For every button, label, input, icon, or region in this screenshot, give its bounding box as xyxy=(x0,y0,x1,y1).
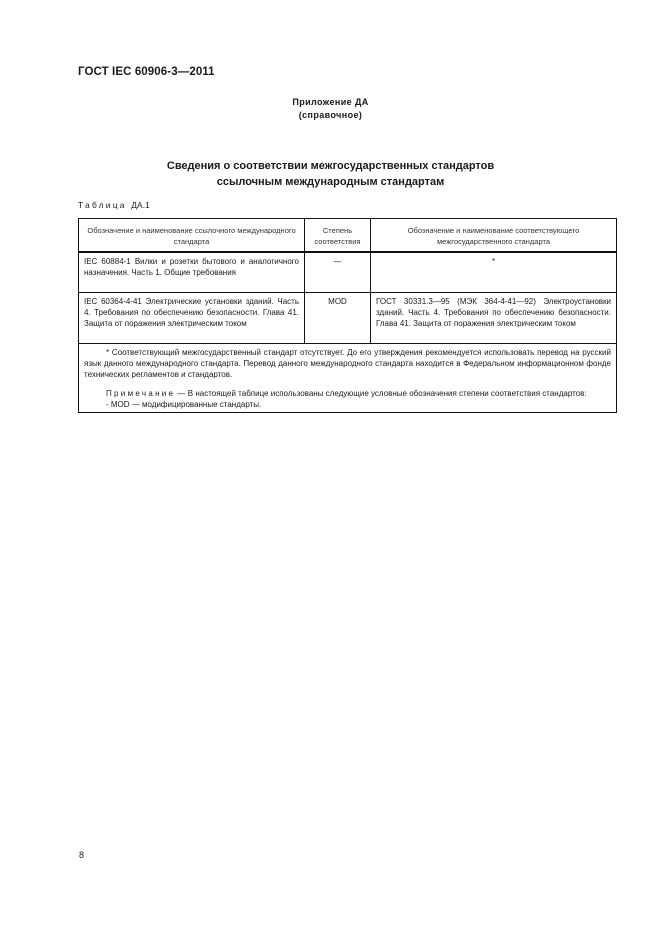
table-footnote-row xyxy=(79,343,617,412)
header-degree: Степень соответствия xyxy=(305,219,371,253)
cell-degree: — xyxy=(305,252,371,292)
table-row xyxy=(79,292,617,343)
cell-international: IEC 60364-4-41 Электрические установки зданий. Часть 4. Требования по обеспечению безопасности. Глава 41. Защита от поражения электрическим током xyxy=(79,292,305,343)
note-text: — В настоящей таблице использованы следующие условные обозначения степени соответствия стандартов: xyxy=(177,388,587,398)
table-caption xyxy=(78,200,150,210)
appendix-heading xyxy=(0,96,661,122)
title-line-1: Сведения о соответствии межгосударственных стандартов xyxy=(166,160,495,172)
header-interstate-standard: Обозначение и наименование соответствующего межгосударственного стандарта xyxy=(371,219,617,253)
cell-degree: MOD xyxy=(305,292,371,343)
document-code: ГОСТ IEC 60906-3—2011 xyxy=(78,66,215,78)
header-international-standard: Обозначение и наименование ссылочного международного стандарта xyxy=(79,219,305,253)
title-line-2: ссылочным международным стандартам xyxy=(216,176,445,188)
cell-interstate: * xyxy=(371,252,617,292)
table-footnote-cell xyxy=(79,343,617,412)
appendix-label: Приложение ДА xyxy=(292,97,369,107)
cell-interstate: ГОСТ 30331.3—95 (МЭК 364-4-41—92) Электроустановки зданий. Часть 4. Требования по обеспечению безопасности. Глава 41. Защита от поражения электрическим током xyxy=(371,292,617,343)
page-number: 8 xyxy=(79,850,85,860)
table-header-row xyxy=(79,219,617,253)
page-title xyxy=(0,158,661,190)
note-label: Примечание xyxy=(106,388,176,398)
appendix-type: (справочное) xyxy=(298,110,363,120)
footnote-text: * Соответствующий межгосударственный стандарт отсутствует. До его утверждения рекомендуется использовать перевод на русский язык данного международного стандарта. Перевод данного международного стандарта находится в Федеральном информационном фонде технических регламентов и стандартов. xyxy=(84,347,611,379)
note-item: - MOD — модифицированные стандарты. xyxy=(106,399,262,409)
table-caption-number: ДА.1 xyxy=(131,200,150,210)
note-paragraph xyxy=(84,388,611,399)
table-caption-word: Таблица xyxy=(78,200,127,210)
standards-table xyxy=(78,218,617,413)
table-row xyxy=(79,252,617,292)
cell-international: IEC 60884-1 Вилки и розетки бытового и аналогичного назначения. Часть 1. Общие требования xyxy=(79,252,305,292)
